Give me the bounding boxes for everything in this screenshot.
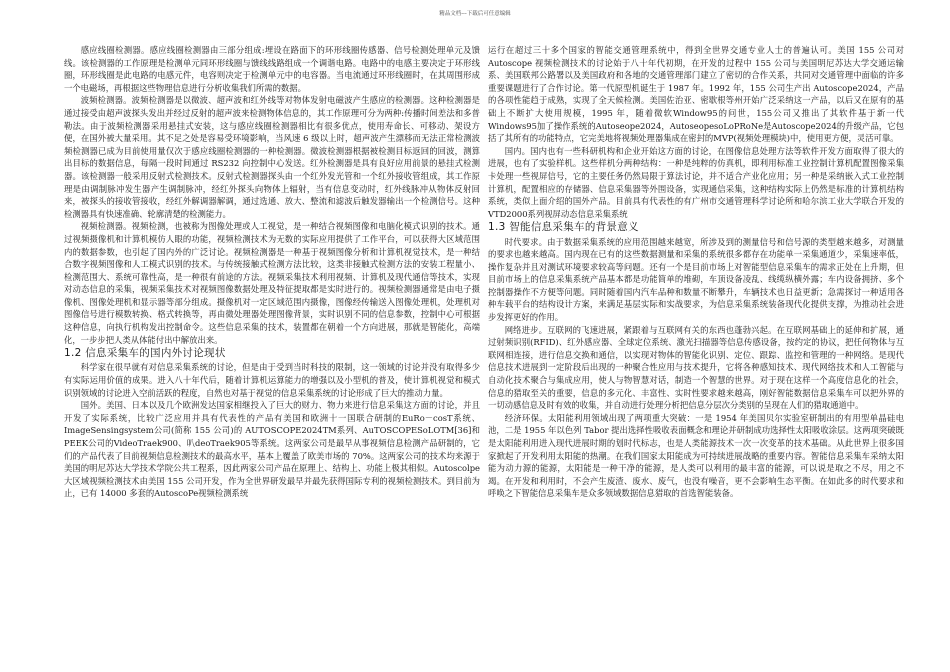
paragraph-foreign-research: 国外。美国、日本以及几个欧洲发达国家相继投入了巨大的财力、物力来进行信息采集这方面的讨论，并且开发了实际系统，比较广泛应用并具有代表性的产品有美国和欧洲十一国联合研制的EuRo－cosT系统、ImageSensingsystem公司(简称 155 公司)的 AUTOSCOPE2024TM系列、AuTOSCOPESoLOTM[36]和PEEK公司的VideoTraek900、叭deoTraek905等系统。这两家公司是最早从事视频信息检测产品研制的，它们的产品代表了目前视频信息检测技术的最高水平，基本上覆盖了欧美市场的 70%。这两家公司的技术均来源于美国的明尼苏达大学技术学院公共工程系，因此两家公司产品在原理上、结构上、功能上极其相似。Autoscolpe 大区域视频检测技术由美国 155 公司开发，作为全世界研发最早并最先获得国际专利的视频检测技术。到目前为止，已有 14000 多套的AutoscoPe视频检测系统 [64,400,480,499]
paragraph-wave-detector: 波频检测器。波频检测器是以微波、超声波和红外线等对物体发射电磁波产生感应的检测器。这种检测器是通过接受由超声波探头发出并经过反射的超声波来检测物体信息的，其工作原理可分为两种:传播时间差法和多普勒法。由于波频检测器采用悬挂式安装，这与感应线圈检测器相比有很多优点，使用寿命长、可移动、架设方便，在国外被大量采用。其不足之处是容易受环境影响，当风速 6 级以上时，超声波产生漂移而无法正常检测波频检测器已成为目前使用量仅次于感应线圈检测器的一种检测器。微波检测器根据被检测目标返回的回波，测算出目标的数据信息，每隔一段时间通过 RS232 向控制中心发送。红外检测器是具有良好应用前景的悬挂式检测器。该检测器一般采用反射式检测技术。反射式检测器探头由一个红外发光管和一个红外接收管组成，其工作原理是由调制脉冲发生器产生调制脉冲，经红外探头向物体上辐射，当有信息变动时，红外线脉冲从物体反射回来，被探头的接收管接收，经红外解调器解调，通过选通、放大、整流和滤波后触发器输出一个检测信号。这种检测器具有快速准确、轮廓清楚的检测能力。 [64,95,480,219]
paragraph-induction-loop: 感应线圈检测器。感应线圈检测器由三部分组成:埋设在路面下的环形线圈传感器、信号检测处理单元及馈线。该检测器的工作原理是检测单元同环形线圈与馈线线路组成一个调谐电路。电路中的电感主要决定于环形线圈，环形线圈是此电路的电感元件，电容则决定于检测单元中的电容器。当电流通过环形线圈时，在其周围形成一个电磁场，再根据这些物理信息进行分析收集我们所需的数据。 [64,45,480,93]
page-header: 精品文档---下载后可任意编辑 [439,11,511,17]
paragraph-video-detector: 视频检测器。视频检测，也被称为图像处理或人工视觉，是一种结合视频图像和电脑化模式识别的技术。通过视频摄像机和计算机模仿人眼的功能，视频检测技术为无数的实际应用提供了工作平台，可以获得大区域范围内的数据参数，也引起了国内外的广泛讨论。视频检测器是一种基于视频图像分析和计算机视觉技术，是一种结合数字视频图像和人工模式识别的技术。与传统接触式检测方法比较，这类非接触式检测方法的安装工程量小、检测范围大、系统可靠性高，是一种很有前途的方法。视频采集技术利用视频、计算机及现代通信等技术，实现对动态信息的采集，视频采集技术对视频图像数据处理及特征提取都是实时进行的。视频检测器通常是由电子摄像机、图像处理机和显示器等部分组成。摄像机对一定区域范围内摄像，图像经传输送入图像处理机，处理机对图像信号进行模数转换、格式转换等，再由微处理器处理图像背景，实时识别不同的信息参数，控制中心可根据这种信息，向执行机构发出控制命令。这些信息采集的技术，装置都在朝着一个方向进展，那就是智能化，高端化，一步步把人类从体能付出中解放出来。 [64,221,480,345]
left-column [64,44,480,500]
paragraph-research-history: 科学家在很早就有对信息采集系统的讨论，但是由于受到当时科技的限制，这一领域的讨论并没有取得多少有实际运用价值的成果。进入八十年代后，随着计算机运算能力的增强以及小型机的普及，使计算机视觉和模式识别领域的讨论进入空前活跃的程度，自然也对基于视觉的信息采集系统的讨论形成了巨大的推动力量。 [64,362,480,398]
paragraph-autoscope-history: 运行在超过三十多个国家的智能交通管理系统中，得到全世界交通专业人士的普遍认可。美国 155 公司对 Autoscope 视频检测技术的讨论始于八十年代初期，在开发的过程中 155 公司与美国明尼苏达大学交通运输系、美国联邦公路署以及美国政府和各地的交通管理部门建立了密切的合作关系，共同对交通管理中面临的许多重要课题进行了合作讨论。第一代原型机诞生于 1987 年。1992 年，155 公司生产出 Autoscope2024，产品的各项性能趋于成熟，实现了全天候检测。美国佐治亚、密歇根等州开始广泛采纳这一产品，以后又在原有的基础上不断扩大使用规模，1995 年，随着微软Window95的问世，155公司又推出了其软件基于新一代Windows95加了操作系统的Autoseope2024，AutoseopesoLoPRoNe是Autoscope2024的升级产品，它包括了其所有的功能特点，它完美地将视频处理器集成在密封的MVP(视频处理模块)中，使用更方便，灵活可靠。 [488,45,904,144]
paragraph-economy-environment: 经济环保。太阳能利用领域出现了两项重大突破：一是 1954 年美国贝尔实验室研制出的有用型单晶硅电池，二是 1955 年以色列 Tabor 提出选择性吸收表面概念和理论并研制成功选择性太阳吸收涂层。这两项突破既是太阳能利用进入现代进展时期的划时代标志，也是人类能源技术一次一次变革的技术基础。从此世界上很多国家掀起了开发利用太阳能的热潮。在我们国家太阳能成为可持续进展战略的重要内容。智能信息采集车采纳太阳能为动力源的能源，太阳能是一种干净的能源，是人类可以利用的最丰富的能源，可以说是取之不尽，用之不竭。在开发和利用时，不会产生废渣、废水、废气，也没有噪音，更不会影响生态平衡。在如此多的时代要求和呼唤之下智能信息采集车是众多领域数据信息猎取的首选智能装备。 [488,412,904,499]
section-heading-background: 1.3 智能信息采集车的背景意义 [488,221,639,234]
paragraph-domestic-research: 国内。国内也有一些科研机构和企业开始这方面的讨论，在图像信息处理方法等软件开发方面取得了很大的进展，也有了实验样机。这些样机分两种结构：一种是纯粹的仿真机，即利用标准工业控制计算机配置图像采集卡处理一些视屏信号，它的主要任务仍然局限于算法讨论，并不适合产业化应用；另一种是采纳嵌入式工业控制计算机，配置相应的存储器、信息采集器等外围设备，实现通信采集，这种结构实际上仍然是标准的计算机结构系统，类似上面介绍的国外产品。目前具有代表性的有广州市交通管理科学讨论所和哈尔滨工业大学联合开发的VTD2000系列视屏动态信息采集系统 [488,145,904,219]
section-heading-research-status: 1.2 信息采集车的国内外讨论现状 [64,347,226,360]
paragraph-era-requirements: 时代要求。由于数据采集系统的应用范围越来越宽，所涉及到的测量信号和信号源的类型越来越多，对测量的要求也越来越高。国内现在已有的这些数据测量和采集的系统很多都存在功能单一采集通道少，采集速率低，操作复杂并且对测试环境要求较高等问题。还有一个是目前市场上对智能型信息采集车的需求正处在上升期，但目前市场上的信息采集系统产品基本都是功能简单的堆砌，车顶设备凌乱、线缆纵横外露；车内设备拥挤、多个控制器操作不方便等问题。同时随着国内汽车品种和数量不断攀升，车辆技术也日益更新；急需探讨一种适用各种车载平台的结构设计方案，来满足基层实际和实战要求，为信息采集系统装备现代化提供支撑，为推动社会进步发挥更好的作用。 [488,236,904,323]
right-column [488,44,904,500]
paragraph-network-progress: 网络进步。互联网的飞速进展，紧跟着与互联网有关的东西也蓬勃兴起。在互联网基础上的延伸和扩展，通过射频识别(RFID)、红外感应器、全球定位系统、激光扫描器等信息传感设备，按约定的协议，把任何物体与互联网相连接，进行信息交换和通信，以实现对物体的智能化识别、定位、跟踪、监控和管理的一种网络。是现代信息技术进展到一定阶段后出现的一种聚合性应用与技术提升，它将各种感知技术、现代网络技术和人工智能与自动化技术聚合与集成应用，使人与物智慧对话，制造一个智慧的世界。对于现在这样一个高度信息化的社会，信息的猎取至关的重要，信息的多元化、丰富性、实时性要求越来越高，刚好智能数据信息采集车可以把外界的一切动感信息及时有效的收集，并自动进行处理分析把信息分层次分类别的呈现在人们的猎取通道中。 [488,324,904,411]
